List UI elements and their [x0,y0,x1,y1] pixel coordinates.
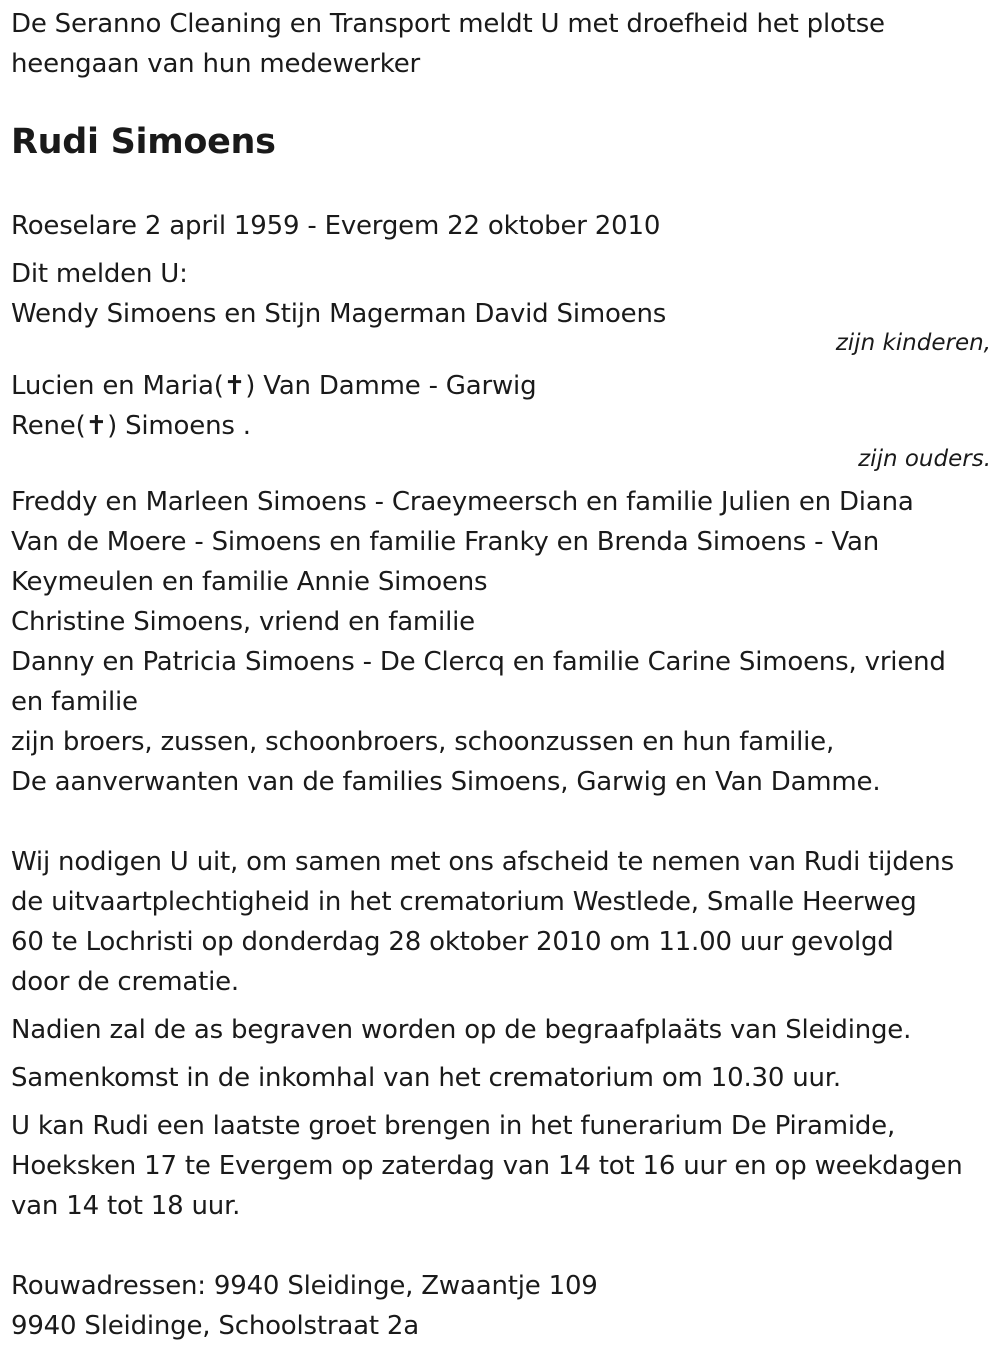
deceased-name: Rudi Simoens [11,122,276,162]
siblings-block [11,482,991,802]
siblings-line: Van de Moere - Simoens en familie Franky en Brenda Simoens - Van [11,527,879,557]
parents-line: Lucien en Maria(✝) Van Damme - Garwig [11,371,537,401]
siblings-line: Christine Simoens, vriend en familie [11,607,475,637]
children-names: Wendy Simoens en Stijn Magerman David Simoens [11,299,667,329]
siblings-line: De aanverwanten van de families Simoens, Garwig en Van Damme. [11,767,881,797]
siblings-line: zijn broers, zussen, schoonbroers, schoonzussen en hun familie, [11,727,835,757]
announced-by-label: Dit melden U: [11,259,188,289]
intro-line: heengaan van hun medewerker [11,49,421,79]
children-role: zijn kinderen, [835,330,991,356]
siblings-line: en familie [11,687,138,717]
visitation-line: van 14 tot 18 uur. [11,1191,241,1221]
parents-block [11,366,991,446]
ceremony-line: door de crematie. [11,967,239,997]
ceremony-line: 60 te Lochristi op donderdag 28 oktober 2010 om 11.00 uur gevolgd [11,927,894,957]
ceremony-line: Wij nodigen U uit, om samen met ons afscheid te nemen van Rudi tijdens [11,847,954,877]
parents-line: Rene(✝) Simoens . [11,411,251,441]
burial-note: Nadien zal de as begraven worden op de begraafplaäts van Sleidinge. [11,1015,912,1045]
intro-line: De Seranno Cleaning en Transport meldt U met droefheid het plotse [11,9,885,39]
intro-paragraph [11,0,991,84]
ceremony-paragraph [11,842,991,1002]
visitation-paragraph [11,1106,991,1226]
siblings-line: Danny en Patricia Simoens - De Clercq en familie Carine Simoens, vriend [11,647,946,677]
mourning-addresses [11,1266,991,1346]
address-line: 9940 Sleidinge, Schoolstraat 2a [11,1311,419,1341]
obituary-document [11,0,991,1346]
siblings-line: Keymeulen en familie Annie Simoens [11,567,488,597]
parents-role: zijn ouders. [858,446,991,472]
ceremony-line: de uitvaartplechtigheid in het crematorium Westlede, Smalle Heerweg [11,887,917,917]
birth-death-dates: Roeselare 2 april 1959 - Evergem 22 oktober 2010 [11,211,661,241]
gathering-note: Samenkomst in de inkomhal van het crematorium om 10.30 uur. [11,1063,841,1093]
siblings-line: Freddy en Marleen Simoens - Craeymeersch en familie Julien en Diana [11,487,914,517]
visitation-line: U kan Rudi een laatste groet brengen in het funerarium De Piramide, [11,1111,896,1141]
address-line: Rouwadressen: 9940 Sleidinge, Zwaantje 109 [11,1271,598,1301]
visitation-line: Hoeksken 17 te Evergem op zaterdag van 14 tot 16 uur en op weekdagen [11,1151,963,1181]
